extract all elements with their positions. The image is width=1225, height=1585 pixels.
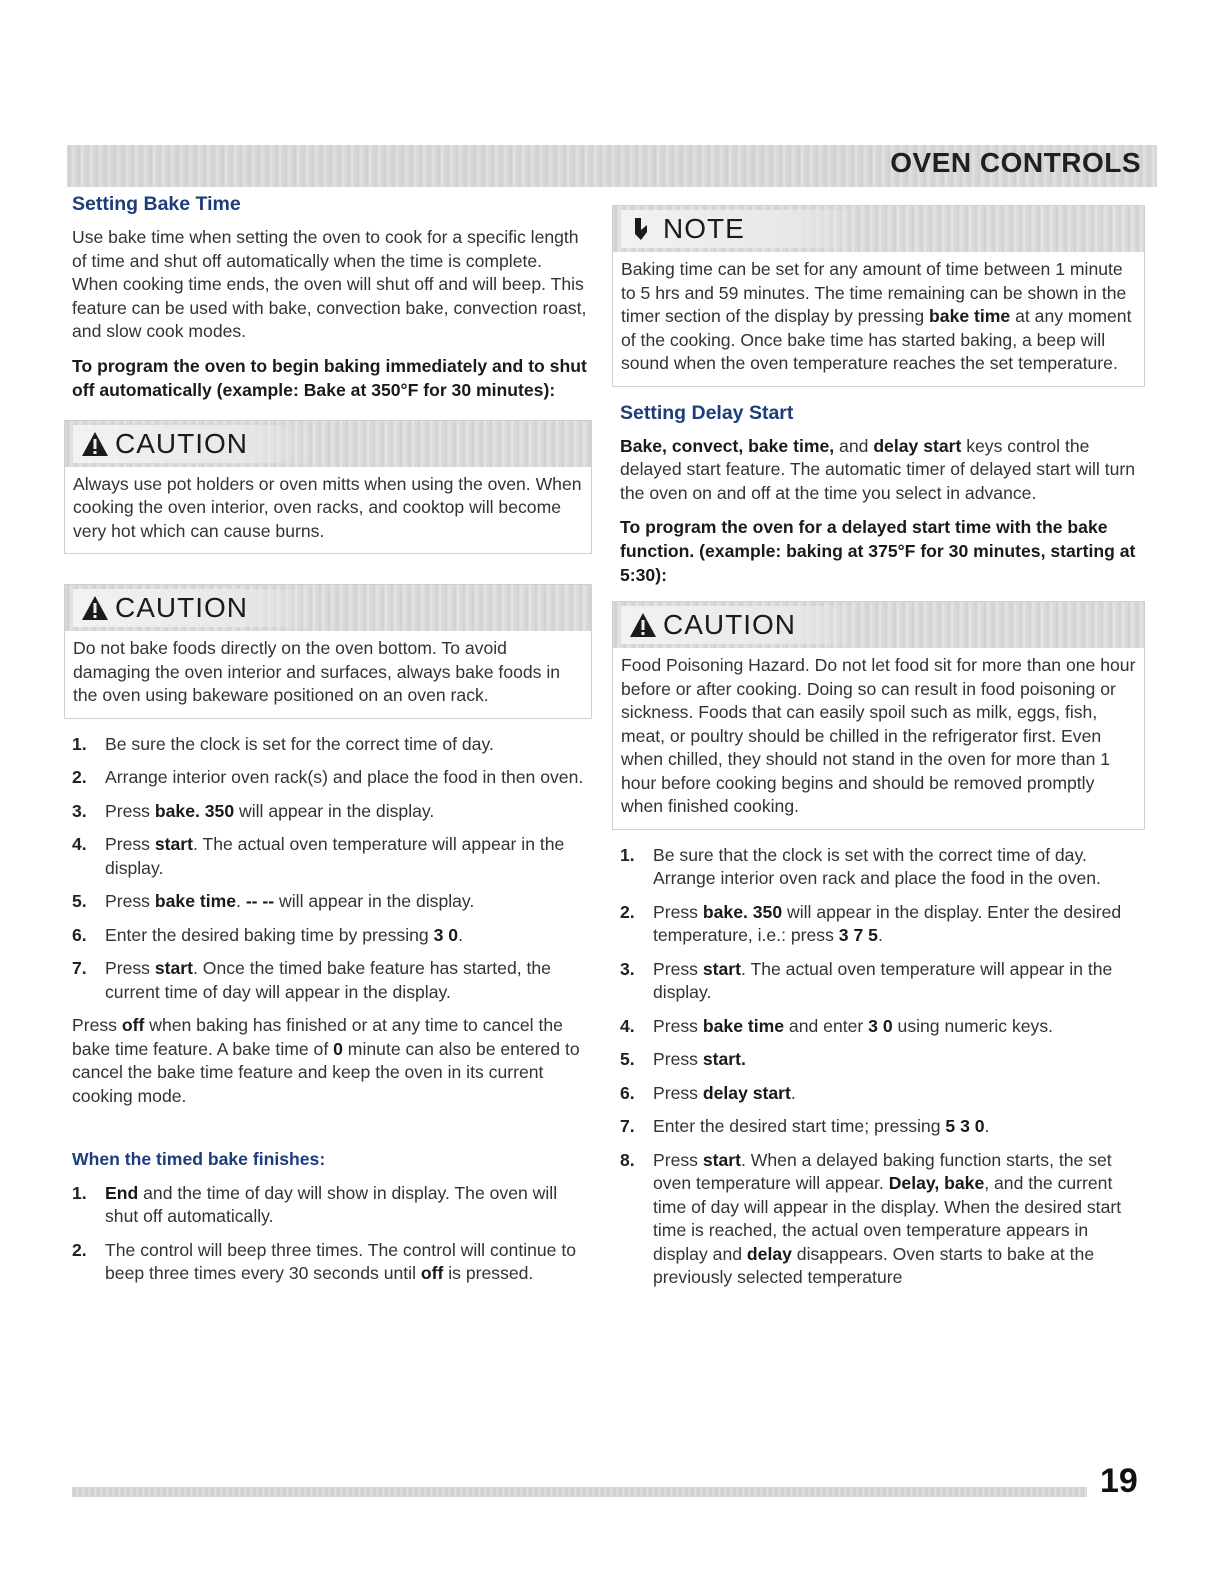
caution-header [613,602,1144,648]
list-item: 1. Be sure that the clock is set with the correct time of day. Arrange interior oven rack and place the food in the oven. [620,844,1101,888]
caution-box-pot-holders [64,420,592,555]
note-label: NOTE [663,213,745,245]
program-instructions-lead: To program the oven to begin baking immediately and to shut off automatically (example: Bake at 350°F for 30 minutes): [72,355,587,400]
caution-box-food-poisoning [612,601,1145,830]
list-item: 3. Press start. The actual oven temperature will appear in the display. [620,958,1113,1002]
caution-header [65,421,591,467]
note-header [613,206,1144,252]
list-item: 1. End and the time of day will show in display. The oven will shut off automatically. [72,1182,558,1226]
list-item: 6. Enter the desired baking time by pressing 3 0. [72,924,463,945]
cancel-paragraph: Press off when baking has finished or at any time to cancel the bake time feature. A bake time of 0 minute can also be entered to cancel the bake time feature and keep the oven in its current cooking mode. [72,1015,580,1106]
bake-time-steps [72,733,592,1005]
heading-timed-bake-finishes: When the timed bake finishes: [72,1149,326,1169]
delay-start-steps [620,844,1145,1290]
list-item: 4. Press start. The actual oven temperature will appear in the display. [72,834,565,878]
caution-box-oven-bottom [64,584,592,719]
bake-time-intro: Use bake time when setting the oven to cook for a specific length of time and shut off automatically when the time is complete. When cooking time ends, the oven will shut off and will beep. This feature can be used with bake, convection bake, convection roast, and slow cook modes. [72,227,587,341]
page-number: 19 [1100,1462,1138,1500]
heading-setting-bake-time: Setting Bake Time [72,193,241,215]
caution-header [65,585,591,631]
delay-program-lead: To program the oven for a delayed start time with the bake function. (example: baking at 375°F for 30 minutes, starting at 5:30): [620,517,1136,585]
left-column [72,192,592,1296]
list-item: 2. The control will beep three times. The control will continue to beep three times every 30 seconds until off is pressed. [72,1239,577,1283]
list-item: 4. Press bake time and enter 3 0 using numeric keys. [620,1015,1054,1036]
header-bar [67,145,1157,187]
list-item: 2. Press bake. 350 will appear in the display. Enter the desired temperature, i.e.: press 3 7 5. [620,901,1122,945]
delay-start-intro: Bake, convect, bake time, and delay start keys control the delayed start feature. The automatic timer of delayed start will turn the oven on and off at the time you select in advance. [620,435,1136,503]
list-item: 3. Press bake. 350 will appear in the display. [72,800,435,821]
caution-text: Do not bake foods directly on the oven bottom. To avoid damaging the oven interior and surfaces, always bake foods in the oven using bakeware positioned on an oven rack. [73,638,561,705]
caution-text: Food Poisoning Hazard. Do not let food sit for more than one hour before or after cooking. Doing so can result in food poisoning or sickness. Foods that can easily spoil such as milk, eggs, fish, meat, or poultry should be chilled in the refrigerator first. Even when chilled, they should not stand in the oven for more than 1 hour before cooking begins and should be removed promptly when finished cooking. [621,655,1136,816]
caution-label: CAUTION [115,592,248,624]
list-item: 1. Be sure the clock is set for the correct time of day. [72,733,494,754]
caution-text: Always use pot holders or oven mitts when using the oven. When cooking the oven interior, oven racks, and cooktop will become very hot which can cause burns. [73,473,582,541]
list-item: 5. Press bake time. -- -- will appear in the display. [72,891,475,911]
caution-label: CAUTION [663,609,796,641]
list-item: 2. Arrange interior oven rack(s) and place the food in then oven. [72,767,584,787]
list-item: 7. Enter the desired start time; pressing 5 3 0. [620,1116,990,1136]
caution-label: CAUTION [115,427,248,459]
list-item: 7. Press start. Once the timed bake feature has started, the current time of day will appear in the display. [72,958,551,1002]
heading-setting-delay-start: Setting Delay Start [620,401,794,424]
section-title: OVEN CONTROLS [890,147,1141,178]
list-item: 5. Press start. [620,1049,746,1069]
note-pointer-icon [629,216,657,242]
warning-icon [81,431,109,457]
finish-steps [72,1182,592,1286]
note-text: Baking time can be set for any amount of time between 1 minute to 5 hrs and 59 minutes. The time remaining can be shown in the timer section of the display by pressing bake time at any moment of the cooking. Once bake time has started baking, a beep will sound when the oven temperature reaches the set temperature. [621,259,1132,373]
list-item: 8. Press start. When a delayed baking function starts, the set oven temperature will appear. Delay, bake, and the current time of day will appear in the display. When the desired start time is reached, the actual oven temperature appears in display and delay disappears. Oven starts to bake at the previously selected temperature [620,1149,1122,1287]
list-item: 6. Press delay start. [620,1082,796,1103]
right-column [620,205,1145,1300]
warning-icon [81,595,109,621]
footer-bar [72,1487,1087,1497]
note-box [612,205,1145,387]
warning-icon [629,612,657,638]
